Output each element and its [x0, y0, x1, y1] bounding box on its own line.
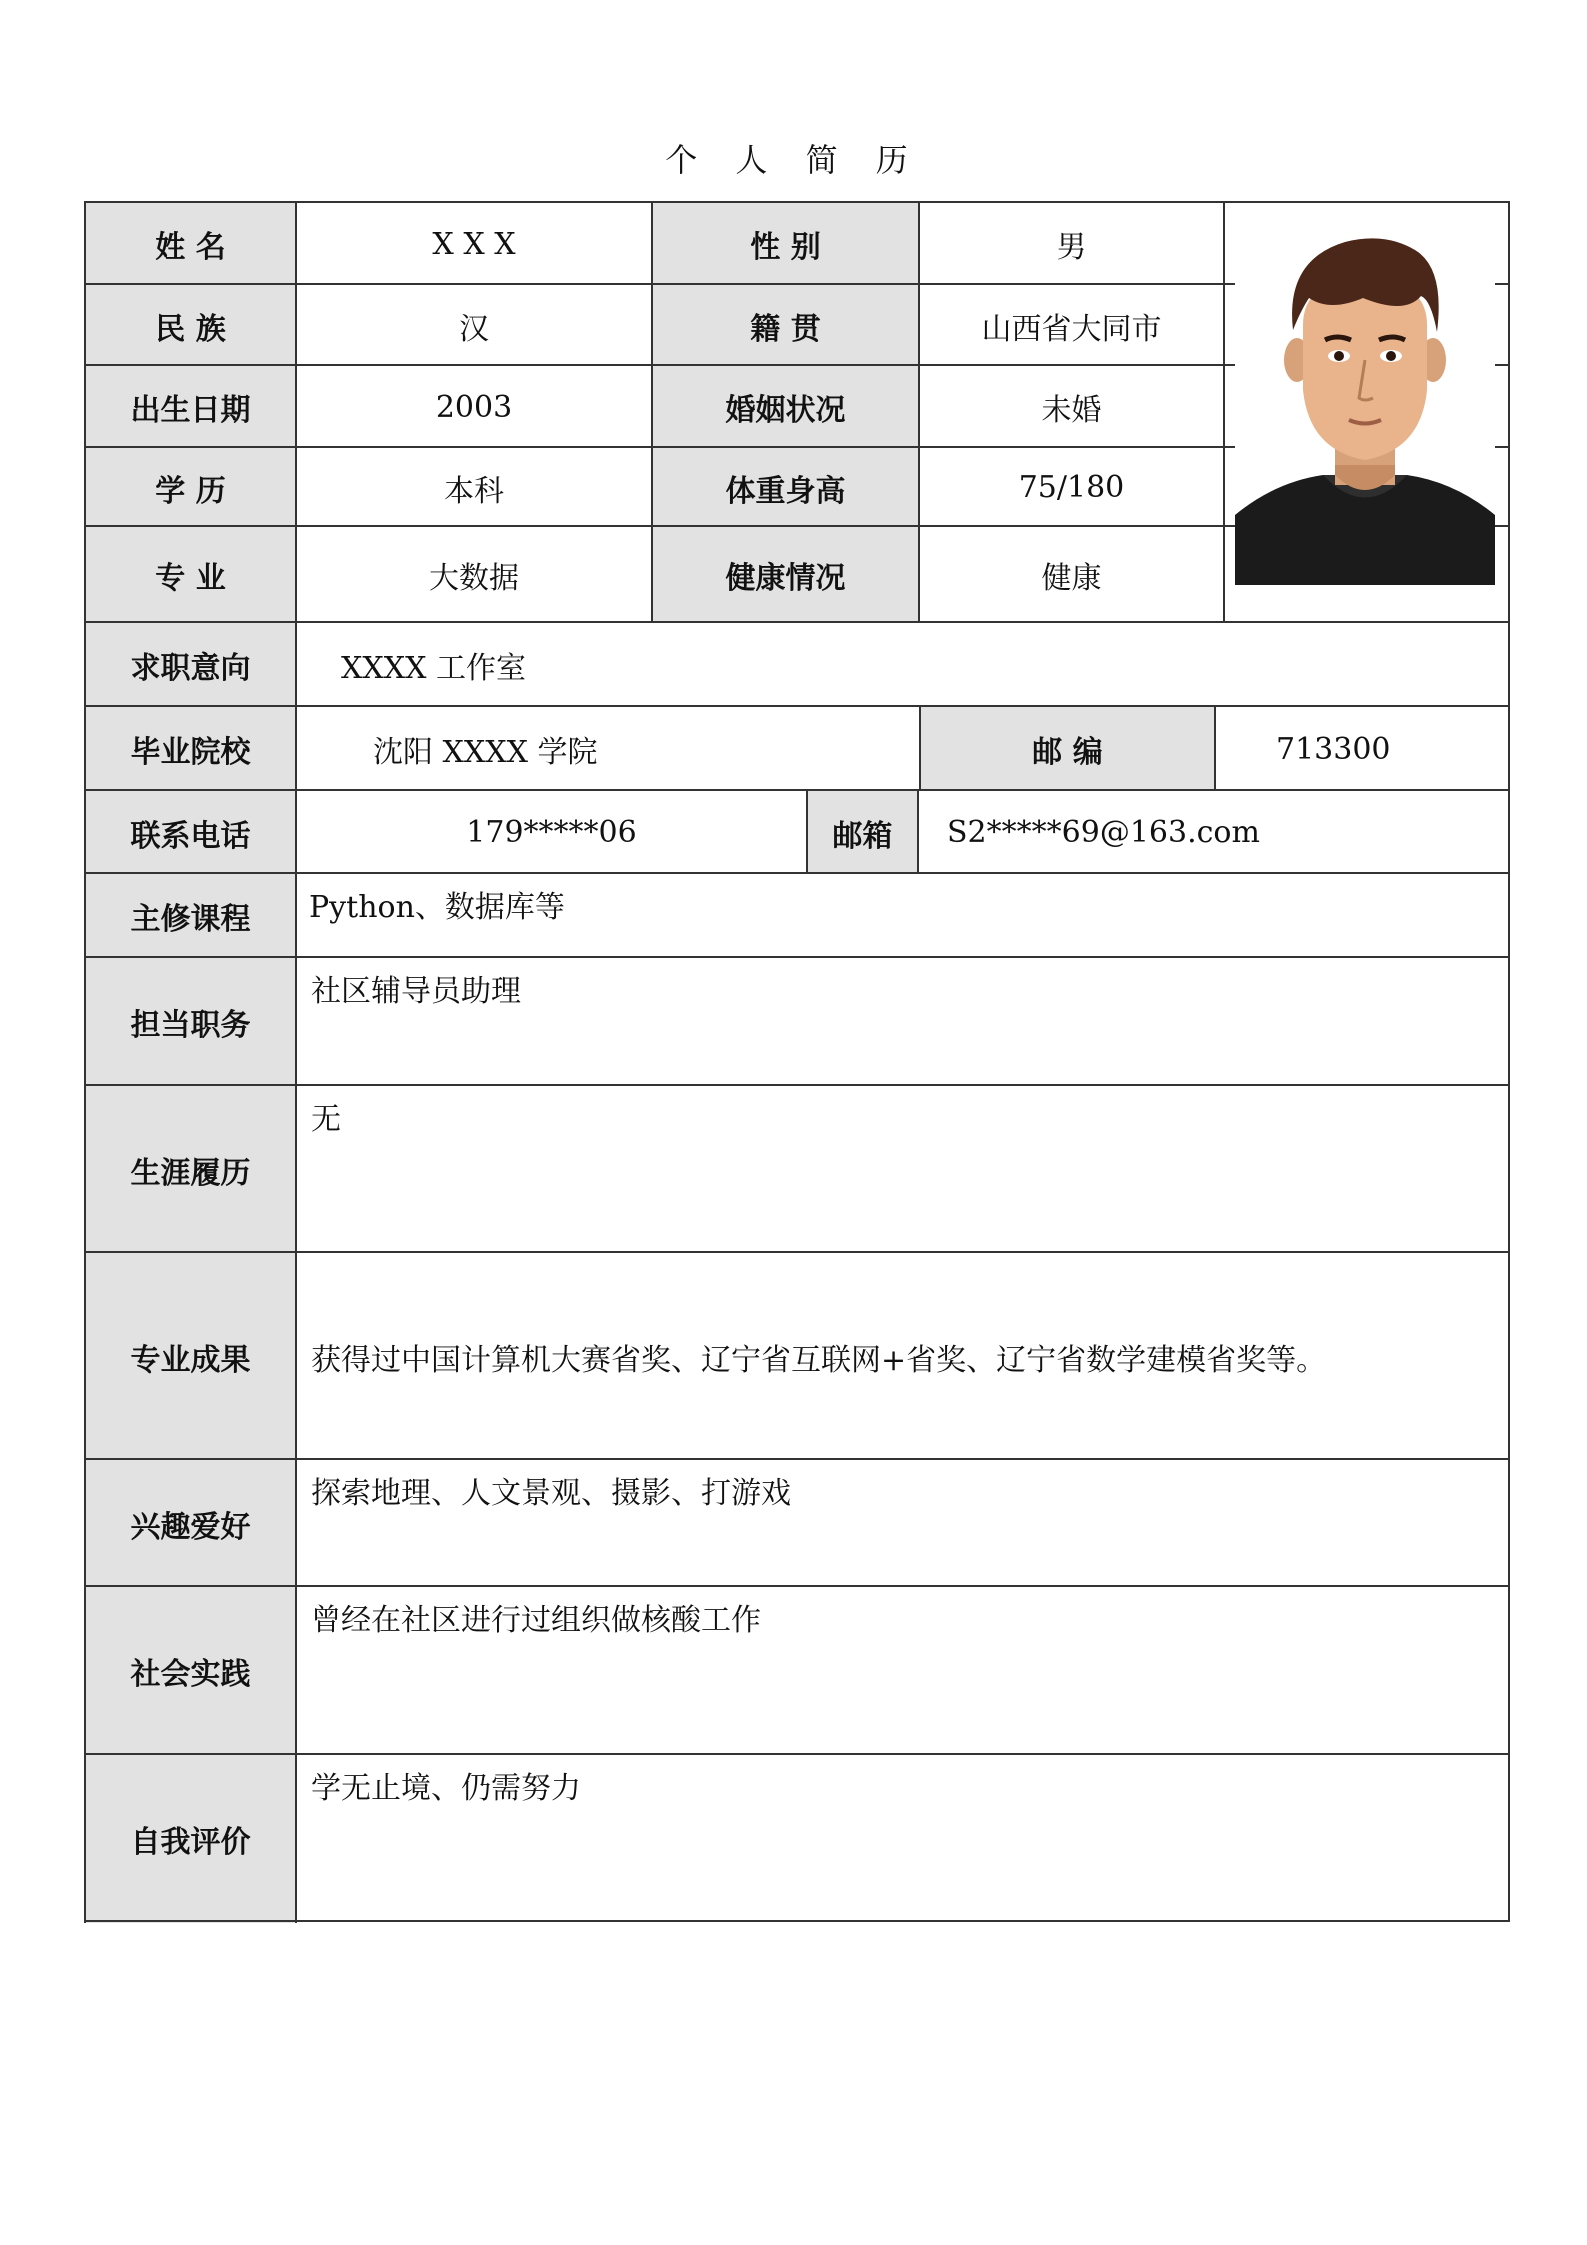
email-value: S2*****69@163.com: [917, 791, 1510, 874]
duties-value: 社区辅导员助理: [295, 958, 1510, 1086]
table-left-border: [84, 201, 86, 1922]
name-value: X X X: [295, 203, 651, 285]
row-practice: [84, 1585, 1510, 1755]
self-value: 学无止境、仍需努力: [295, 1755, 1510, 1923]
birth-label: 出生日期: [84, 366, 295, 448]
duties-label: 担当职务: [84, 958, 295, 1086]
school-label: 毕业院校: [84, 707, 295, 791]
row-phone: [84, 789, 1510, 874]
profile-photo: [1235, 220, 1495, 585]
hobbies-label: 兴趣爱好: [84, 1460, 295, 1587]
education-value: 本科: [295, 448, 651, 527]
ethnicity-label: 民 族: [84, 285, 295, 366]
row-courses: [84, 872, 1510, 958]
marital-value: 未婚: [918, 366, 1223, 448]
gender-label: 性 别: [651, 203, 918, 285]
row-school: [84, 705, 1510, 791]
avatar-illustration: [1235, 220, 1495, 585]
hw-label: 体重身高: [651, 448, 918, 527]
practice-value: 曾经在社区进行过组织做核酸工作: [295, 1587, 1510, 1755]
school-value: 沈阳 XXXX 学院: [295, 707, 919, 791]
row-hobbies: [84, 1458, 1510, 1587]
hobbies-value: 探索地理、人文景观、摄影、打游戏: [295, 1460, 1510, 1587]
photo-cell-border: [1223, 201, 1225, 621]
table-right-border: [1508, 201, 1510, 1922]
row-achievements: [84, 1251, 1510, 1460]
row-self: [84, 1753, 1510, 1923]
career-label: 生涯履历: [84, 1086, 295, 1253]
self-label: 自我评价: [84, 1755, 295, 1923]
postcode-value: 713300: [1214, 707, 1510, 791]
major-value: 大数据: [295, 527, 651, 623]
postcode-label: 邮 编: [919, 707, 1214, 791]
phone-value: 179*****06: [295, 791, 806, 874]
birth-value: 2003: [295, 366, 651, 448]
row-career: [84, 1084, 1510, 1253]
health-label: 健康情况: [651, 527, 918, 623]
row-objective: [84, 621, 1510, 707]
education-label: 学 历: [84, 448, 295, 527]
ethnicity-value: 汉: [295, 285, 651, 366]
table-bottom-border: [84, 1920, 1510, 1922]
courses-label: 主修课程: [84, 874, 295, 958]
phone-label: 联系电话: [84, 791, 295, 874]
email-label: 邮箱: [806, 791, 917, 874]
courses-value: Python、数据库等: [295, 874, 1510, 958]
practice-label: 社会实践: [84, 1587, 295, 1755]
health-value: 健康: [918, 527, 1223, 623]
origin-value: 山西省大同市: [918, 285, 1223, 366]
objective-label: 求职意向: [84, 623, 295, 707]
achievements-value: 获得过中国计算机大赛省奖、辽宁省互联网+省奖、辽宁省数学建模省奖等。: [295, 1253, 1510, 1460]
achievements-label: 专业成果: [84, 1253, 295, 1460]
marital-label: 婚姻状况: [651, 366, 918, 448]
page-title: 个 人 简 历: [665, 141, 922, 179]
name-label: 姓 名: [84, 203, 295, 285]
origin-label: 籍 贯: [651, 285, 918, 366]
objective-value: XXXX 工作室: [295, 623, 1510, 707]
row-duties: [84, 956, 1510, 1086]
career-value: 无: [295, 1086, 1510, 1253]
gender-value: 男: [918, 203, 1223, 285]
major-label: 专 业: [84, 527, 295, 623]
hw-value: 75/180: [918, 448, 1223, 527]
